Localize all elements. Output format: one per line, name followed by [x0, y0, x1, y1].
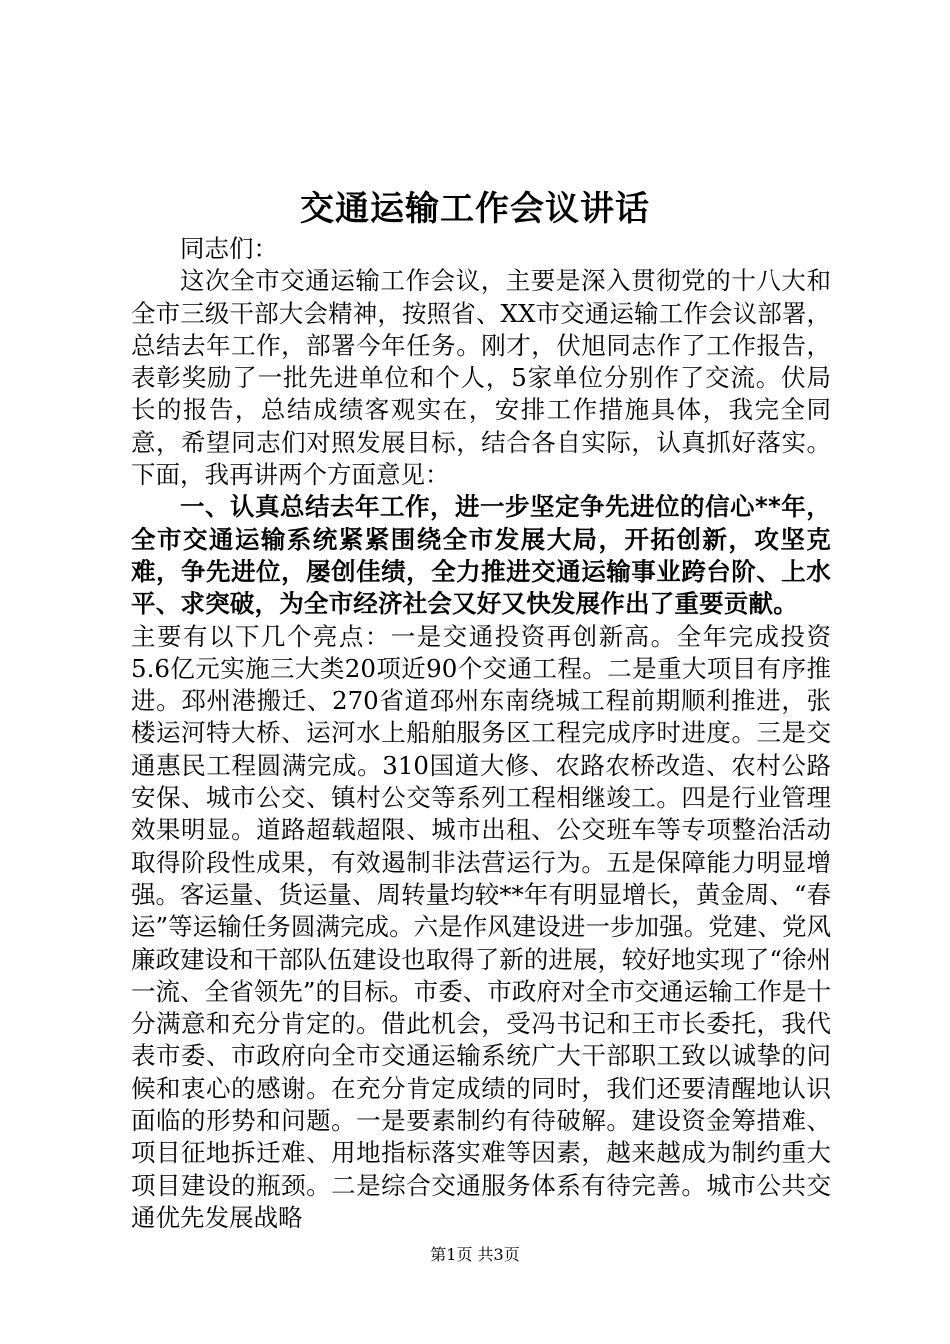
- opening-paragraph: 这次全市交通运输工作会议，主要是深入贯彻党的十八大和全市三级干部大会精神，按照省、XX市交通运输工作会议部署，总结去年工作，部署今年任务。刚才，伏旭同志作了工作报告，表彰奖励了一批先进单位和个人，5家单位分别作了交流。伏局长的报告，总结成绩客观实在，安排工作措施具体，我完全同意，希望同志们对照发展目标，结合各自实际，认真抓好落实。下面，我再讲两个方面意见：: [131, 266, 831, 490]
- achievements-paragraph: 主要有以下几个亮点：一是交通投资再创新高。全年完成投资5.6亿元实施三大类20项近90个交通工程。二是重大项目有序推进。邳州港搬迁、270省道邳州东南绕城工程前期顺利推进，张楼运河特大桥、运河水上船舶服务区工程完成序时进度。三是交通惠民工程圆满完成。310国道大修、农路农桥改造、农村公路安保、城市公交、镇村公交等系列工程相继竣工。四是行业管理效果明显。道路超载超限、城市出租、公交班车等专项整治活动取得阶段性成果，有效遏制非法营运行为。五是保障能力明显增强。客运量、货运量、周转量均较**年有明显增长，黄金周、“春运”等运输任务圆满完成。六是作风建设进一步加强。党建、党风廉政建设和干部队伍建设也取得了新的进展，较好地实现了“徐州一流、全省领先”的目标。市委、市政府对全市交通运输工作是十分满意和充分肯定的。借此机会，受冯书记和王市长委托，我代表市委、市政府向全市交通运输系统广大干部职工致以诚挚的问候和衷心的感谢。在充分肯定成绩的同时，我们还要清醒地认识面临的形势和问题。一是要素制约有待破解。建设资金筹措难、项目征地拆迁难、用地指标落实难等因素，越来越成为制约重大项目建设的瓶颈。二是综合交通服务体系有待完善。城市公共交通优先发展战略: [131, 621, 831, 1232]
- page-footer: 第1页 共3页: [430, 1245, 520, 1264]
- section-heading-1: 一、认真总结去年工作，进一步坚定争先进位的信心**年，全市交通运输系统紧紧围绕全市发展大局，开拓创新，攻坚克难，争先进位，屡创佳绩，全力推进交通运输事业跨台阶、上水平、求突破，为全市经济社会又好又快发展作出了重要贡献。: [131, 492, 831, 619]
- document-body: [131, 233, 831, 1234]
- greeting: 同志们：: [180, 234, 278, 263]
- document-title: 交通运输工作会议讲话: [300, 189, 650, 229]
